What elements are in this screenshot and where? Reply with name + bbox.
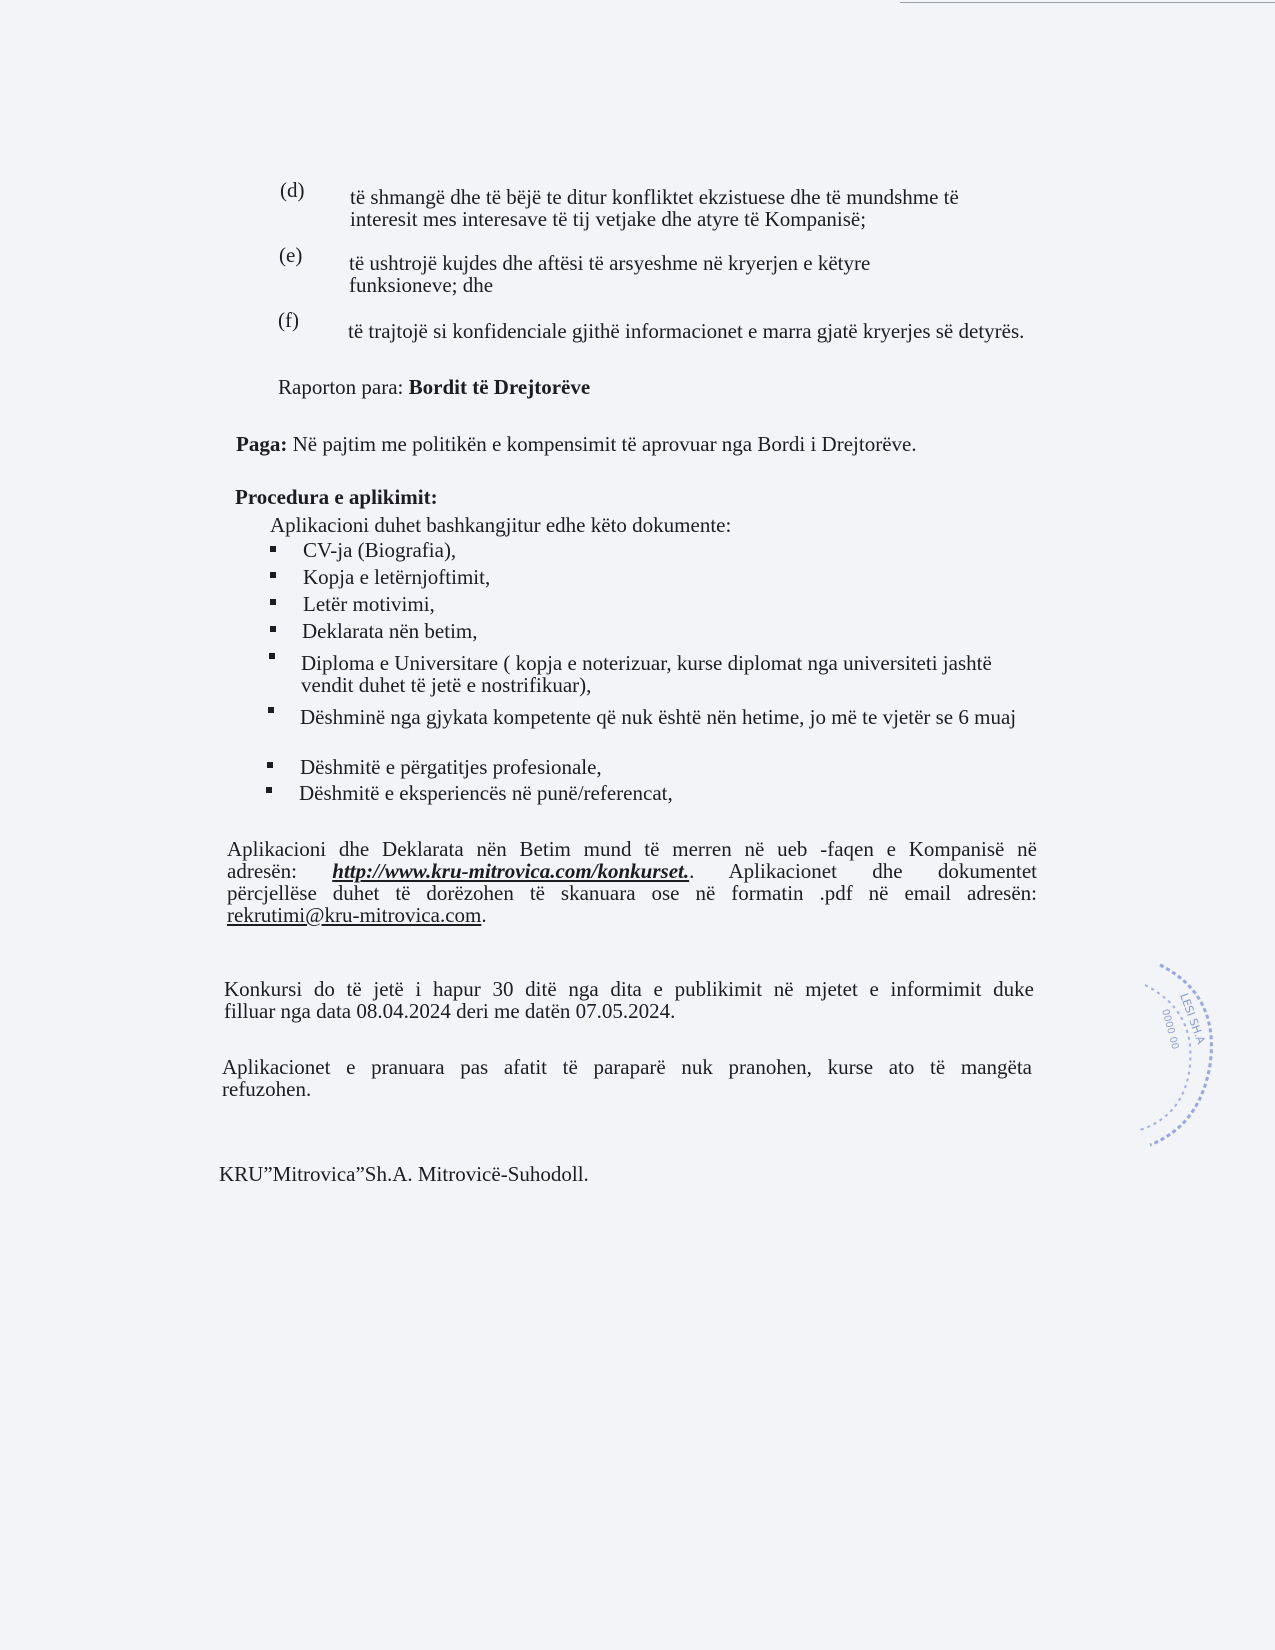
application-info-line4 — [227, 904, 1037, 926]
list-item: Dëshminë nga gjykata kompetente që nuk është nën hetime, jo më te vjetër se 6 muaj — [300, 705, 1017, 729]
email-link[interactable]: rekrutimi@kru-mitrovica.com — [227, 903, 482, 927]
company-stamp — [1140, 955, 1230, 1155]
list-item: Letër motivimi, — [303, 592, 435, 616]
address-suffix: . Aplikacionet dhe dokumentet — [689, 859, 1038, 883]
list-item: Deklarata nën betim, — [302, 619, 478, 643]
late-line2: refuzohen. — [222, 1077, 312, 1101]
email-suffix: . — [481, 903, 487, 927]
signature: KRU”Mitrovica”Sh.A. Mitrovicë-Suhodoll. — [219, 1162, 589, 1186]
deadline-line1: Konkursi do të jetë i hapur 30 ditë nga dita e publikimit në mjetet e informimit duke — [224, 977, 1034, 1001]
reports-to-label: Raporton para: — [278, 375, 404, 399]
list-item: Dëshmitë e eksperiencës në punë/referencat, — [299, 781, 673, 805]
reports-to-line — [278, 376, 590, 399]
list-item: Kopja e letërnjoftimit, — [303, 565, 491, 589]
salary-text: Në pajtim me politikën e kompensimit të aprovuar nga Bordi i Drejtorëve. — [292, 432, 917, 456]
bullet-icon — [270, 546, 276, 552]
item-d-text: të shmangë dhe të bëjë te ditur konfliktet ekzistuese dhe të mundshme të interesit mes interesave të tij vetjake dhe atyre të Kompanisë; — [350, 185, 959, 231]
address-prefix: adresën: — [227, 859, 297, 883]
list-item: CV-ja (Biografia), — [303, 538, 457, 562]
item-e-text: të ushtrojë kujdes dhe aftësi të arsyeshme në kryerjen e këtyre funksioneve; dhe — [349, 251, 871, 297]
late-applications-paragraph — [222, 1056, 1032, 1100]
procedure-heading: Procedura e aplikimit: — [235, 485, 438, 509]
salary-label: Paga: — [236, 432, 288, 456]
reports-to-value: Bordit të Drejtorëve — [408, 375, 591, 399]
procedure-intro: Aplikacioni duhet bashkangjitur edhe këto dokumente: — [270, 513, 732, 537]
application-info-line2 — [227, 860, 1037, 882]
svg-text:LESI SH.A: LESI SH.A — [1177, 991, 1208, 1046]
bullet-icon — [269, 653, 275, 659]
deadline-line2: filluar nga data 08.04.2024 deri me datën 07.05.2024. — [224, 999, 676, 1023]
deadline-paragraph — [224, 978, 1034, 1022]
item-e-label: (e) — [279, 243, 303, 267]
application-info-line3: përcjellëse duhet të dorëzohen të skanuara ose në formatin .pdf në email adresën: — [227, 881, 1037, 905]
item-d-label: (d) — [280, 178, 305, 202]
list-item: Dëshmitë e përgatitjes profesionale, — [300, 755, 602, 779]
late-line1: Aplikacionet e pranuara pas afatit të paraparë nuk pranohen, kurse ato të mangëta — [222, 1055, 1032, 1079]
bullet-icon — [268, 707, 274, 713]
konkurset-link[interactable]: http://www.kru-mitrovica.com/konkurset. — [332, 859, 690, 883]
svg-text:0000 00: 0000 00 — [1159, 1007, 1181, 1051]
list-item: Diploma e Universitare ( kopja e noterizuar, kurse diplomat nga universiteti jashtë vendit duhet të jetë e nostrifikuar), — [301, 651, 992, 697]
bullet-icon — [270, 626, 276, 632]
bullet-icon — [266, 787, 272, 793]
item-f-label: (f) — [278, 308, 299, 332]
bullet-icon — [267, 762, 273, 768]
item-f-text: të trajtojë si konfidenciale gjithë informacionet e marra gjatë kryerjes së detyrës. — [348, 319, 1025, 343]
salary-line — [236, 433, 917, 456]
bullet-icon — [270, 599, 276, 605]
scan-edge-line — [900, 2, 1275, 3]
application-info-line1: Aplikacioni dhe Deklarata nën Betim mund të merren në ueb -faqen e Kompanisë në — [227, 837, 1037, 861]
application-info-paragraph — [227, 838, 1037, 926]
bullet-icon — [270, 572, 276, 578]
